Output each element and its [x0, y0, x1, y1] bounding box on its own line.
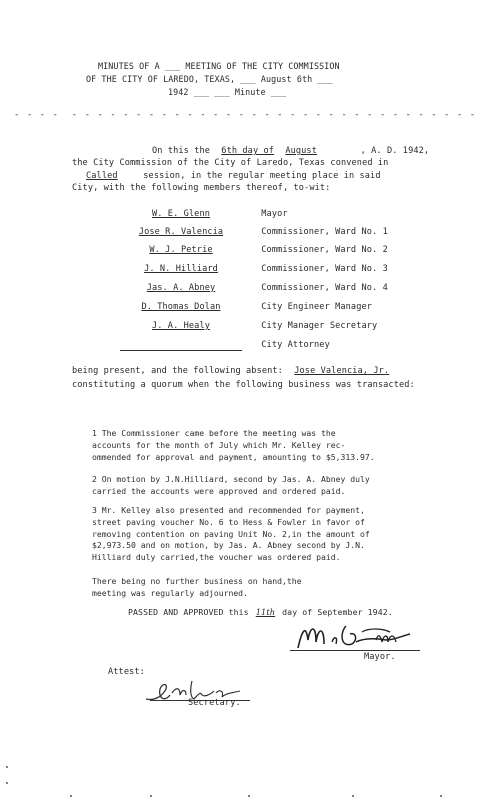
- member-row: J. A. Healy City Manager Secretary: [151, 321, 378, 331]
- scan-mark: [6, 766, 8, 768]
- header-line-2: OF THE CITY OF LAREDO, TEXAS, ___ August 6th ___: [86, 74, 333, 84]
- scan-mark: [440, 795, 442, 797]
- scan-mark: [150, 795, 152, 797]
- month-value: August: [285, 146, 317, 156]
- day-value: 6th day of: [221, 146, 275, 156]
- scan-mark: [70, 795, 72, 797]
- paragraph-voucher: 3 Mr. Kelley also presented and recommended for payment, street paving voucher No. 6 to Hess & Fowler in favor of removing contention on paving Unit No. 2,in the amount of $2,973.50 and on motion, by Jas. A. Abney second by J.N. Hilliard duly carried,the voucher was ordered paid.: [92, 505, 370, 563]
- member-row: D. Thomas Dolan City Engineer Manager: [141, 302, 373, 312]
- header-line-1: MINUTES OF A ___ MEETING OF THE CITY COMMISSION: [98, 61, 340, 71]
- header-line-3: 1942 ___ ___ Minute ___: [168, 87, 287, 97]
- member-row: City Attorney: [120, 340, 330, 351]
- member-row: J. N. Hilliard Commissioner, Ward No. 3: [144, 264, 388, 274]
- absent-value: Jose Valencia, Jr.: [294, 366, 390, 376]
- member-row: W. J. Petrie Commissioner, Ward No. 2: [149, 245, 388, 255]
- paragraph-adjourn: There being no further business on hand,the meeting was regularly adjourned.: [92, 576, 302, 598]
- member-row: W. E. Glenn Mayor: [151, 209, 288, 219]
- quorum-line: constituting a quorum when the following business was transacted:: [72, 380, 415, 390]
- absent-line: being present, and the following absent: Jose Valencia, Jr.: [72, 366, 394, 377]
- intro-line-4: City, with the following members thereof, to-wit:: [72, 183, 331, 193]
- passed-line: PASSED AND APPROVED this 11th day of September 1942.: [128, 607, 393, 617]
- scan-mark: [6, 782, 8, 784]
- intro-line-1: On this the 6th day of August , A. D. 1942,: [152, 146, 430, 156]
- session-value: Called: [86, 171, 118, 181]
- attest-label: Attest:: [108, 667, 145, 677]
- scan-mark: [352, 795, 354, 797]
- intro-line-3: Called session, in the regular meeting place in said: [72, 171, 381, 182]
- member-row: Jose R. Valencia Commissioner, Ward No. 1: [138, 227, 388, 237]
- mayor-signature-line: [290, 650, 420, 651]
- intro-line-2: the City Commission of the City of Laredo, Texas convened in: [72, 158, 389, 168]
- mayor-label: Mayor.: [364, 652, 396, 662]
- secretary-label: Secretary.: [188, 698, 241, 708]
- passed-day: 11th: [255, 607, 276, 617]
- paragraph-accounts: 1 The Commissioner came before the meeting was the accounts for the month of July which Mr. Kelley rec- ommended for approval and payment, amounting to $5,313.97.: [92, 428, 375, 462]
- paragraph-motion-accounts: 2 On motion by J.N.Hilliard, second by Jas. A. Abney duly carried the accounts were approved and ordered paid.: [92, 474, 370, 496]
- member-row: Jas. A. Abney Commissioner, Ward No. 4: [146, 283, 388, 293]
- header-divider: - - - - - - - - - - - - - - - - - - - - - - - - - - - - - - - - - - - -: [14, 110, 477, 120]
- scan-mark: [248, 795, 250, 797]
